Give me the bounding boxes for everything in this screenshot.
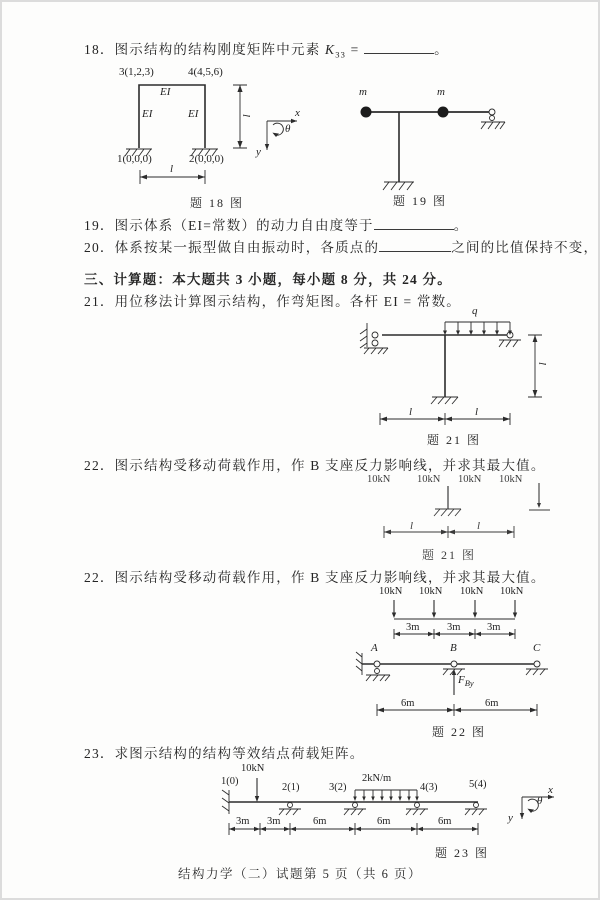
- fig22b-span-left-label: 6m: [401, 698, 415, 709]
- question-22-text: 22．图示结构受移动荷载作用，作 B 支座反力影响线，并求其最大值。: [84, 570, 546, 585]
- fig23-dist-load-label: 2kN/m: [362, 773, 392, 784]
- fig22b-spacing-label: 3m: [406, 622, 420, 633]
- fig18-node4-label: 4(4,5,6): [188, 66, 223, 78]
- roller-support-icon: [279, 803, 301, 816]
- roller-support-icon: [465, 803, 487, 816]
- fig23-node5-label: 5(4): [469, 779, 487, 790]
- roller-support-c-icon: [526, 661, 548, 675]
- fig23-node1-label: 1(0): [221, 776, 239, 787]
- fig22a-right-span-label: l: [477, 520, 481, 532]
- fig22a-load-label: 10kN: [417, 474, 441, 485]
- fig23-drawing: [210, 764, 575, 864]
- q18-answer-blank: [364, 40, 434, 54]
- distributed-load-icon: [445, 322, 510, 331]
- fig21-caption: 题 21 图: [426, 433, 481, 447]
- fig23-node2-label: 2(1): [282, 782, 300, 793]
- q19-answer-blank: [374, 216, 454, 230]
- fig22b-node-a-label: A: [371, 642, 378, 654]
- fig18-ei-right-column-label: EI: [188, 108, 199, 120]
- roller-support-icon: [344, 803, 366, 816]
- fig23-dim-label: 6m: [438, 816, 452, 827]
- figure-19-mass-system: [342, 87, 562, 212]
- mass-point-right: [438, 107, 449, 118]
- arrowheads: [140, 85, 297, 179]
- fig23-axis-theta-label: θ: [537, 795, 543, 807]
- fig22a-left-span-label: l: [410, 520, 414, 532]
- q20-prefix: 20．体系按某一振型做自由振动时，各质点的: [84, 240, 380, 255]
- figure-22-beam: [354, 587, 600, 739]
- question-20-text: [84, 236, 598, 256]
- figure-18-frame: [102, 64, 317, 214]
- q20-suffix: 之间的比值保持不变，: [451, 240, 599, 255]
- fig18-ei-left-column-label: EI: [142, 108, 153, 120]
- wall-link-support-icon: [360, 323, 388, 354]
- height-dimension-line: [528, 335, 542, 397]
- fixed-support-icon: [383, 182, 414, 190]
- fig22b-reaction-label: [458, 675, 474, 688]
- fig22b-load-label: 10kN: [379, 586, 403, 597]
- figure-23-beam: [210, 764, 575, 864]
- fig22b-load-label: 10kN: [460, 586, 484, 597]
- fig23-node4-label: 4(3): [420, 782, 438, 793]
- fig18-axis-x-label: x: [295, 107, 300, 119]
- fig23-dim-label: 3m: [267, 816, 281, 827]
- fig21-right-span-label: l: [475, 406, 479, 418]
- fig23-node3-label: 3(2): [329, 782, 347, 793]
- question-22-first-text: 22．图示结构受移动荷载作用，作 B 支座反力影响线，并求其最大值。: [84, 458, 546, 473]
- q18-variable: K: [324, 42, 336, 57]
- section-3-heading: 三、计算题：本大题共 3 小题，每小题 8 分，共 24 分。: [84, 272, 452, 287]
- q18-equals: =: [346, 42, 365, 57]
- fig22b-spacing-label: 3m: [487, 622, 501, 633]
- question-18-text: [84, 38, 449, 60]
- q18-suffix: 。: [434, 42, 449, 57]
- mass-point-left: [361, 107, 372, 118]
- fig18-axis-y-label: y: [256, 146, 261, 158]
- distributed-load-icon: [355, 790, 417, 797]
- fig21-drawing: [354, 302, 594, 447]
- fig22a-caption: 题 21 图: [421, 548, 476, 562]
- arrowheads: [384, 503, 541, 534]
- arrowheads: [380, 331, 537, 422]
- fig22a-load-label: 10kN: [367, 474, 391, 485]
- fixed-support-icon: [431, 397, 458, 404]
- fig21-left-span-label: l: [409, 406, 413, 418]
- q18-variable-subscript: 33: [335, 49, 347, 60]
- fixed-support-icon: [434, 509, 461, 516]
- fig19-caption: 题 19 图: [392, 194, 447, 208]
- fig22b-load-label: 10kN: [500, 586, 524, 597]
- reaction-symbol: F: [458, 674, 465, 686]
- fig23-dim-label: 6m: [377, 816, 391, 827]
- load-arrows: [394, 600, 515, 614]
- fig19-mass-right-label: m: [437, 86, 445, 98]
- question-19-text: [84, 214, 468, 234]
- page-footer: 结构力学（二）试题第 5 页（共 6 页）: [177, 867, 422, 881]
- fig18-drawing: [102, 64, 317, 214]
- fig18-axis-theta-label: θ: [285, 123, 291, 135]
- q20-answer-blank: [379, 238, 451, 252]
- fig22b-caption: 题 22 图: [431, 725, 486, 739]
- fig22b-span-right-label: 6m: [485, 698, 499, 709]
- fig22a-load-label: 10kN: [499, 474, 523, 485]
- fig22b-node-b-label: B: [450, 642, 457, 654]
- fig23-dim-label: 3m: [236, 816, 250, 827]
- q19-suffix: 。: [453, 218, 469, 233]
- fig23-dim-label: 6m: [313, 816, 327, 827]
- fig19-mass-left-label: m: [359, 86, 367, 98]
- reaction-subscript: By: [464, 678, 474, 689]
- pin-support-a-icon: [356, 652, 390, 681]
- fig21-height-dimension-label: l: [536, 361, 549, 366]
- fig22b-node-c-label: C: [533, 642, 541, 654]
- wall-support-icon: [222, 790, 229, 814]
- q18-prefix: 18．图示结构的结构刚度矩阵中元素: [84, 42, 325, 57]
- fig18-node1-label: 1(0,0,0): [117, 153, 152, 165]
- fig22a-load-label: 10kN: [458, 474, 482, 485]
- fig23-force-label: 10kN: [241, 763, 265, 774]
- fig18-caption: 题 18 图: [189, 196, 244, 210]
- figure-22-partial: [364, 475, 600, 563]
- fig18-node3-label: 3(1,2,3): [119, 66, 154, 78]
- fig23-axis-x-label: x: [548, 784, 553, 796]
- fig22b-drawing: [354, 587, 600, 739]
- fig18-height-dimension-label: l: [240, 113, 253, 118]
- fig23-caption: 题 23 图: [434, 846, 489, 860]
- roller-support-icon: [406, 803, 428, 816]
- question-23-text: 23．求图示结构的结构等效结点荷载矩阵。: [84, 746, 365, 761]
- figure-21-frame: [354, 302, 594, 447]
- fig18-ei-beam-label: EI: [160, 86, 171, 98]
- fig22b-spacing-label: 3m: [447, 622, 461, 633]
- fig23-axis-y-label: y: [508, 812, 513, 824]
- fig22b-load-label: 10kN: [419, 586, 443, 597]
- axes-icon: [267, 121, 297, 150]
- fig18-span-dimension-label: l: [170, 163, 174, 175]
- fig18-node2-label: 2(0,0,0): [189, 153, 224, 165]
- q19-prefix: 19．图示体系（EI=常数）的动力自由度等于: [84, 218, 374, 233]
- question-21-text: 21．用位移法计算图示结构，作弯矩图。各杆 EI = 常数。: [84, 294, 461, 309]
- fig21-load-q-label: q: [472, 305, 478, 317]
